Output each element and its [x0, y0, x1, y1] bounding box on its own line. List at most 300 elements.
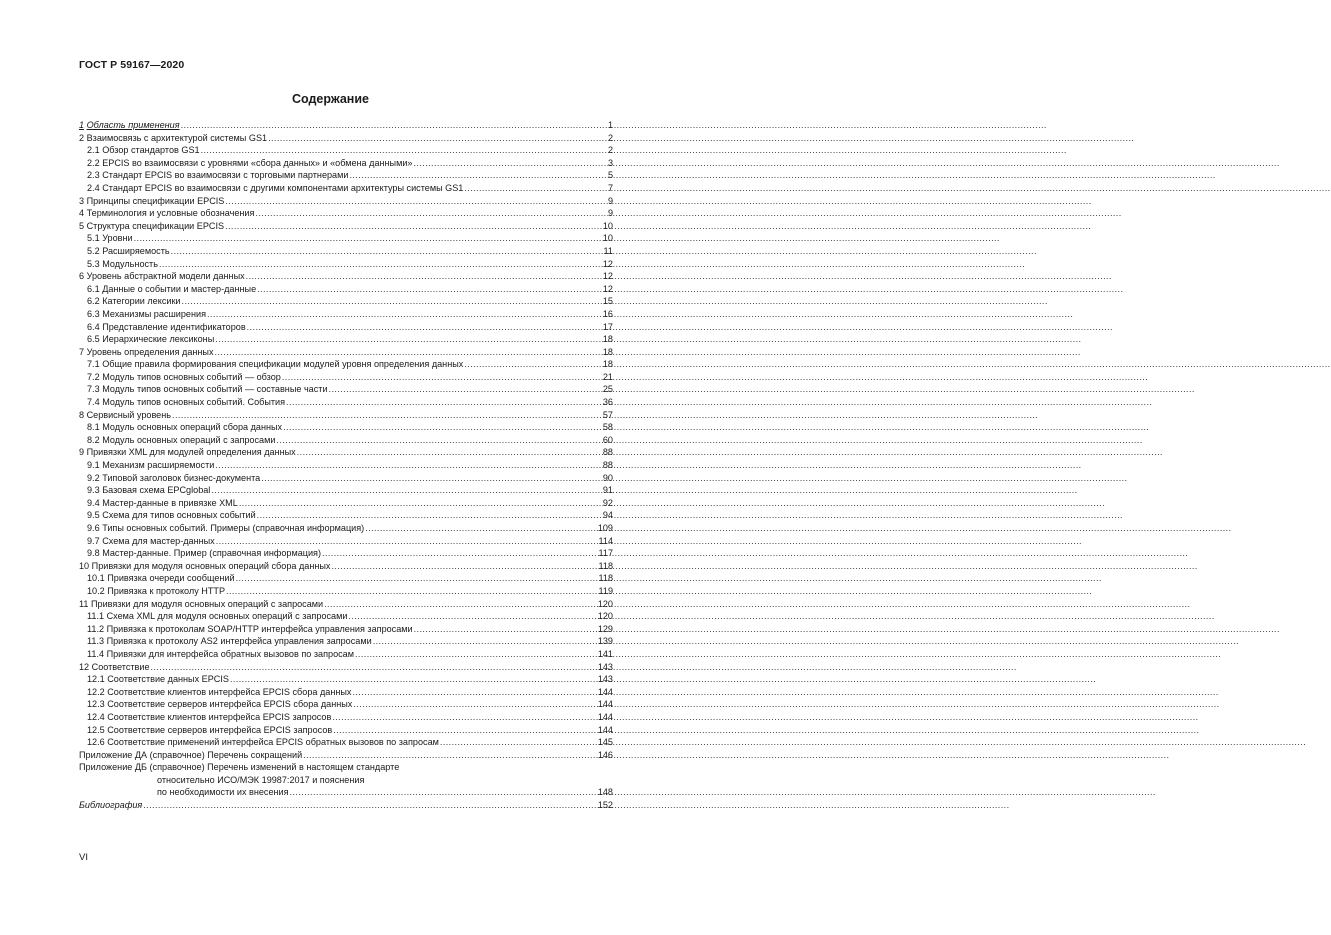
toc-entry[interactable] [79, 761, 613, 774]
toc-entry-page: 114 [598, 535, 613, 546]
toc-dot-leader [329, 383, 602, 396]
toc-entry-title [79, 182, 464, 195]
toc-dot-leader [181, 119, 607, 132]
toc-entry[interactable] [79, 371, 613, 384]
toc-entry[interactable] [79, 585, 613, 598]
toc-entry-text: Типовой заголовок бизнес-документа [102, 472, 261, 483]
toc-entry-title [79, 635, 373, 648]
toc-dot-leader [290, 786, 597, 799]
toc-entry-title [79, 610, 348, 623]
toc-dot-leader [151, 661, 597, 674]
toc-entry-page: 21 [602, 371, 613, 382]
toc-dot-leader [182, 295, 602, 308]
toc-entry-number: 9 [79, 447, 85, 458]
toc-entry-page: 9 [607, 195, 613, 206]
toc-dot-leader [297, 446, 602, 459]
toc-entry[interactable] [79, 484, 613, 497]
toc-entry-number: 6 [79, 271, 85, 282]
toc-entry-number: 4 [79, 208, 85, 219]
toc-dot-leader [464, 358, 602, 371]
toc-dot-leader [333, 724, 597, 737]
toc-entry-page: 152 [597, 800, 613, 811]
toc-entry-text: Соответствие клиентов интерфейса EPCIS сбора данных [107, 686, 352, 697]
toc-entry-title [79, 333, 215, 346]
toc-entry-text: Уровень определения данных [86, 346, 214, 357]
toc-entry-text: Принципы спецификации EPCIS [86, 195, 225, 206]
toc-entry-number: 6.5 [87, 334, 100, 345]
toc-entry[interactable] [79, 635, 613, 648]
toc-dot-leader [373, 635, 597, 648]
toc-entry-page: 143 [597, 661, 613, 672]
toc-entry-text: Привязки для модуля основных операций с запросами [90, 598, 324, 609]
toc-dot-leader [171, 245, 603, 258]
toc-entry[interactable] [79, 132, 613, 145]
toc-entry[interactable] [79, 459, 613, 472]
toc-entry-text: Модульность [102, 258, 158, 269]
toc-entry-title [79, 119, 181, 132]
toc-entry-title [79, 673, 230, 686]
toc-entry-title [79, 736, 440, 749]
toc-dot-leader [225, 220, 602, 233]
toc-entry-title [79, 560, 331, 573]
toc-entry-title [79, 396, 286, 409]
toc-entry-number: 11.4 [87, 648, 105, 659]
toc-entry-text: Стандарт EPCIS во взаимосвязи с торговыми партнерами [102, 170, 349, 181]
toc-entry-text: Модуль типов основных событий — обзор [102, 371, 281, 382]
toc-entry-page: 141 [597, 648, 613, 659]
toc-dot-leader [215, 346, 602, 359]
toc-entry-number: 10.2 [87, 585, 105, 596]
toc-entry-title [79, 295, 182, 308]
toc-entry-page: 120 [597, 598, 613, 609]
toc-entry-text: Соответствие [91, 661, 150, 672]
toc-entry-title [79, 535, 216, 548]
toc-entry-title [79, 195, 225, 208]
toc-entry-title [79, 245, 171, 258]
toc-dot-leader [246, 270, 602, 283]
toc-entry-page: 57 [602, 409, 613, 420]
toc-entry-page: 109 [597, 523, 613, 533]
toc-entry[interactable] [79, 283, 613, 296]
toc-entry[interactable] [79, 497, 613, 510]
toc-entry-page: 17 [602, 321, 613, 332]
toc-entry-text: Приложение ДБ (справочное) Перечень изменений в настоящем стандарте [79, 762, 400, 773]
toc-dot-leader [215, 333, 602, 346]
toc-entry[interactable] [79, 295, 613, 308]
toc-entry[interactable] [79, 245, 613, 258]
toc-entry[interactable] [79, 358, 613, 371]
toc-dot-leader [236, 572, 598, 585]
toc-entry[interactable] [79, 119, 613, 132]
toc-entry-number: 9.8 [87, 548, 100, 559]
toc-entry[interactable] [79, 648, 613, 661]
toc-entry[interactable] [79, 610, 613, 623]
toc-entry[interactable] [79, 144, 613, 157]
toc-entry[interactable] [79, 472, 613, 485]
toc-entry-text: Обзор стандартов GS1 [102, 145, 200, 156]
toc-entry-page: 148 [597, 787, 613, 798]
toc-dot-leader [276, 434, 601, 447]
toc-entry-title [79, 434, 276, 447]
toc-dot-leader [282, 371, 602, 384]
toc-entry-text: Уровень абстрактной модели данных [86, 271, 245, 282]
toc-entry-number: 9.7 [87, 535, 100, 546]
toc-entry-text: Схема для мастер-данных [102, 535, 215, 546]
toc-entry[interactable] [79, 786, 613, 799]
toc-entry-title [79, 232, 134, 245]
toc-entry-page: 120 [597, 611, 613, 622]
toc-entry[interactable] [79, 182, 613, 195]
toc-entry-number: 8 [79, 409, 85, 420]
toc-entry-text: Область применения [86, 120, 180, 130]
toc-entry-number: 12.4 [87, 711, 105, 722]
toc-entry-title [79, 207, 255, 220]
toc-entry-page: 10 [602, 220, 613, 231]
toc-dot-leader [413, 157, 606, 170]
toc-entry-number: 11.3 [87, 636, 105, 647]
toc-dot-leader [440, 736, 597, 749]
toc-entry-page: 144 [597, 724, 613, 735]
toc-entry-page: 2 [607, 145, 613, 156]
toc-dot-leader [286, 396, 602, 409]
toc-entry[interactable] [79, 686, 613, 699]
toc-entry-page: 58 [602, 422, 613, 433]
toc-entry-text: Представление идентификаторов [102, 321, 246, 332]
toc-entry-number: 1 [79, 120, 85, 130]
toc-entry-title [79, 799, 143, 812]
toc-entry[interactable] [79, 220, 613, 233]
toc-entry-title [79, 308, 207, 321]
toc-entry-number: 6.4 [87, 321, 100, 332]
toc-entry-number: 11 [79, 598, 89, 609]
toc-dot-leader [201, 144, 607, 157]
toc-dot-leader [324, 598, 597, 611]
toc-entry-number: 7.2 [87, 371, 100, 382]
toc-entry-text: Схема для типов основных событий [102, 510, 256, 521]
toc-entry-text: Привязка к протоколу HTTP [107, 585, 226, 596]
toc-entry-title [79, 321, 247, 334]
toc-entry-number: 12.1 [87, 674, 105, 685]
toc-entry-text: Модуль основных операций сбора данных [102, 422, 283, 433]
toc-entry-text: Общие правила формирования спецификации модулей уровня определения данных [102, 359, 464, 370]
toc-entry-number: 9.2 [87, 472, 100, 483]
toc-entry-text: Соответствие клиентов интерфейса EPCIS запросов [107, 711, 332, 722]
toc-entry-text: относительно ИСО/МЭК 19987:2017 и пояснения [157, 774, 365, 785]
toc-entry-text: Соответствие серверов интерфейса EPCIS сбора данных [107, 699, 353, 710]
toc-entry-title [79, 774, 365, 787]
toc-entry-page: 15 [602, 296, 613, 307]
toc-entry-text: EPCIS во взаимосвязи с уровнями «сбора данных» и «обмена данными» [102, 157, 413, 168]
toc-entry-title [79, 623, 414, 636]
toc-entry-title [79, 220, 225, 233]
toc-entry-title [79, 724, 333, 737]
toc-dot-leader [159, 258, 602, 271]
toc-entry-number: 2.3 [87, 170, 100, 181]
toc-entry-page: 10 [602, 233, 613, 244]
toc-entry-text: Привязка к протоколам SOAP/HTTP интерфейса управления запросами [106, 623, 413, 634]
toc-entry-title [79, 497, 239, 510]
toc-entry-text: Схема XML для модуля основных операций с запросами [106, 611, 348, 622]
toc-entry-title [79, 157, 413, 170]
toc-entry-title [79, 258, 159, 271]
toc-dot-leader [143, 799, 597, 812]
toc-entry[interactable] [79, 673, 613, 686]
toc-entry-title [79, 283, 257, 296]
toc-entry-title [79, 648, 355, 661]
toc-dot-leader [172, 409, 602, 422]
toc-entry-text: Базовая схема EPCglobal [102, 485, 211, 496]
toc-entry[interactable] [79, 396, 613, 409]
toc-dot-leader [211, 484, 602, 497]
toc-entry-text: Сервисный уровень [86, 409, 172, 420]
toc-entry-page: 144 [597, 686, 613, 697]
toc-entry-text: Уровни [102, 233, 133, 244]
toc-dot-leader [257, 283, 602, 296]
toc-entry-text: Механизм расширяемости [102, 460, 215, 471]
toc-entry-number: 6.1 [87, 283, 100, 294]
toc-entry[interactable] [79, 383, 613, 396]
toc-entry-text: Мастер-данные. Пример (справочная информация) [102, 548, 322, 559]
toc-entry[interactable] [79, 157, 613, 170]
toc-entry[interactable] [79, 724, 613, 737]
table-of-contents [79, 119, 613, 812]
toc-entry-page: 119 [598, 585, 613, 596]
toc-entry[interactable] [79, 522, 613, 535]
toc-entry-text: Данные о событии и мастер-данные [102, 283, 257, 294]
toc-entry-title [79, 132, 268, 145]
toc-entry-page: 3 [607, 157, 613, 168]
toc-entry-page: 118 [598, 573, 613, 584]
toc-entry-number: 7 [79, 346, 85, 357]
toc-dot-leader [207, 308, 602, 321]
toc-entry[interactable] [79, 270, 613, 283]
toc-entry-number: 12.6 [87, 737, 105, 748]
toc-entry-page: 18 [602, 346, 613, 357]
document-code: ГОСТ Р 59167—2020 [79, 59, 185, 71]
toc-entry[interactable] [79, 421, 613, 434]
toc-entry[interactable] [79, 799, 613, 812]
toc-entry-title [79, 572, 236, 585]
toc-entry-title [79, 661, 151, 674]
toc-entry[interactable] [79, 446, 613, 459]
toc-dot-leader [134, 232, 602, 245]
toc-entry[interactable] [79, 661, 613, 674]
toc-entry-title [79, 686, 352, 699]
toc-entry-number: 12.2 [87, 686, 105, 697]
toc-entry-page: 139 [597, 636, 613, 647]
toc-entry[interactable] [79, 232, 613, 245]
toc-entry-page: 143 [597, 674, 613, 685]
toc-dot-leader [255, 207, 607, 220]
toc-entry-number: 3 [79, 195, 85, 206]
toc-entry[interactable] [79, 598, 613, 611]
toc-title: Содержание [291, 92, 369, 106]
toc-entry-text: Приложение ДА (справочное) Перечень сокращений [79, 749, 303, 760]
toc-entry[interactable] [79, 308, 613, 321]
toc-dot-leader [355, 648, 597, 661]
toc-entry[interactable] [79, 736, 613, 749]
toc-entry-page: 16 [602, 308, 613, 319]
toc-entry-number: 11.2 [87, 623, 105, 634]
toc-dot-leader [268, 132, 607, 145]
toc-entry-page: 92 [602, 497, 613, 508]
toc-entry[interactable] [79, 535, 613, 548]
toc-entry[interactable] [79, 333, 613, 346]
toc-entry[interactable] [79, 623, 613, 636]
toc-dot-leader [348, 610, 596, 623]
toc-entry[interactable] [79, 774, 613, 787]
toc-entry-title [79, 169, 349, 182]
toc-entry-page: 25 [602, 384, 613, 395]
toc-entry-text: Расширяемость [102, 245, 170, 256]
toc-entry-number: 9.5 [87, 510, 100, 521]
toc-entry[interactable] [79, 434, 613, 447]
toc-entry-page: 145 [597, 737, 613, 748]
toc-entry-number: 8.1 [87, 422, 100, 433]
toc-entry-title [79, 786, 290, 799]
toc-entry-title [79, 371, 282, 384]
toc-entry-page: 88 [602, 447, 613, 458]
toc-entry-page: 18 [602, 334, 613, 345]
toc-entry-text: Типы основных событий. Примеры (справочная информация) [102, 523, 365, 533]
toc-entry[interactable] [79, 207, 613, 220]
toc-dot-leader [215, 459, 602, 472]
toc-entry-title [79, 346, 215, 359]
toc-entry-text: Мастер-данные в привязке XML [102, 497, 238, 508]
toc-entry-text: Стандарт EPCIS во взаимосвязи с другими компонентами архитектуры системы GS1 [102, 182, 464, 193]
toc-dot-leader [414, 623, 597, 636]
toc-dot-leader [353, 698, 596, 711]
toc-entry-number: 5 [79, 220, 85, 231]
toc-entry-number: 9.6 [87, 523, 100, 533]
toc-entry-title [79, 749, 303, 762]
toc-entry[interactable] [79, 258, 613, 271]
toc-entry-page: 94 [602, 510, 613, 521]
toc-entry-text: Модуль типов основных событий — составные части [102, 384, 328, 395]
toc-entry-number: 9.3 [87, 485, 100, 496]
toc-entry-page: 2 [607, 132, 613, 143]
toc-entry-title [79, 421, 283, 434]
toc-entry[interactable] [79, 509, 613, 522]
toc-entry-number: 2.1 [87, 145, 100, 156]
toc-entry-number: 9.1 [87, 460, 100, 471]
toc-entry-title [79, 459, 215, 472]
toc-entry-page: 88 [602, 460, 613, 471]
toc-entry-number: 11.1 [87, 611, 105, 622]
toc-entry-title [79, 711, 332, 724]
toc-entry-number: 7.4 [87, 397, 100, 408]
toc-entry-page: 91 [602, 485, 613, 496]
toc-entry-number: 5.3 [87, 258, 100, 269]
toc-entry-number: 2.4 [87, 182, 100, 193]
toc-entry[interactable] [79, 195, 613, 208]
toc-entry-page: 117 [598, 548, 613, 559]
toc-entry-number: 10.1 [87, 573, 105, 584]
toc-entry-number: 2 [79, 132, 85, 143]
toc-entry-page: 12 [602, 258, 613, 269]
toc-entry-text: Модуль основных операций с запросами [102, 434, 276, 445]
toc-entry-text: Соответствие применений интерфейса EPCIS обратных вызовов по запросам [107, 737, 439, 748]
toc-entry-number: 6.3 [87, 308, 100, 319]
toc-entry-page: 11 [603, 245, 613, 256]
toc-entry-text: Соответствие данных EPCIS [107, 674, 229, 685]
toc-entry-title [79, 484, 211, 497]
toc-dot-leader [247, 321, 602, 334]
toc-entry-title [79, 547, 322, 560]
toc-dot-leader [365, 522, 597, 535]
toc-entry-page: 60 [602, 434, 613, 445]
toc-entry-number: 7.3 [87, 384, 100, 395]
toc-entry[interactable] [79, 711, 613, 724]
toc-entry-text: Привязки для модуля основных операций сбора данных [91, 560, 331, 571]
toc-entry-title [79, 383, 329, 396]
toc-entry[interactable] [79, 409, 613, 422]
toc-dot-leader [352, 686, 596, 699]
toc-entry-text: по необходимости их внесения [157, 787, 289, 798]
toc-entry[interactable] [79, 749, 613, 762]
toc-dot-leader [257, 509, 602, 522]
toc-entry[interactable] [79, 698, 613, 711]
toc-entry-page: 9 [607, 208, 613, 219]
toc-entry-title [79, 585, 226, 598]
toc-entry-text: Структура спецификации EPCIS [86, 220, 225, 231]
toc-entry-text: Модуль типов основных событий. События [102, 397, 286, 408]
toc-entry[interactable] [79, 321, 613, 334]
toc-entry-page: 5 [607, 170, 613, 181]
page-number: VI [79, 852, 88, 863]
toc-entry-text: Соответствие серверов интерфейса EPCIS запросов [107, 724, 333, 735]
toc-entry-title [79, 409, 172, 422]
toc-entry-number: 12.3 [87, 699, 105, 710]
toc-entry-page: 7 [607, 182, 613, 193]
toc-entry-title [79, 446, 297, 459]
toc-entry[interactable] [79, 572, 613, 585]
toc-entry-title [79, 358, 464, 371]
toc-entry-number: 8.2 [87, 434, 100, 445]
toc-entry[interactable] [79, 346, 613, 359]
toc-entry-number: 10 [79, 560, 90, 571]
toc-dot-leader [303, 749, 597, 762]
toc-entry-text: Механизмы расширения [102, 308, 206, 319]
toc-entry[interactable] [79, 547, 613, 560]
toc-entry-text: Категории лексики [102, 296, 181, 307]
toc-entry-title [79, 509, 257, 522]
toc-dot-leader [230, 673, 597, 686]
toc-entry-number: 12.5 [87, 724, 105, 735]
toc-dot-leader [226, 585, 597, 598]
toc-entry-text: Привязка к протоколу AS2 интерфейса управления запросами [106, 636, 372, 647]
toc-entry[interactable] [79, 169, 613, 182]
toc-entry[interactable] [79, 560, 613, 573]
toc-dot-leader [225, 195, 607, 208]
toc-entry-title [79, 270, 246, 283]
toc-entry-title [79, 598, 324, 611]
toc-entry-title [79, 144, 201, 157]
toc-dot-leader [331, 560, 597, 573]
toc-entry-page: 90 [602, 472, 613, 483]
toc-entry-text: Привязка очереди сообщений [107, 573, 235, 584]
toc-dot-leader [261, 472, 602, 485]
toc-entry-text: Библиография [79, 800, 143, 811]
toc-entry-page: 36 [602, 397, 613, 408]
toc-entry-number: 2.2 [87, 157, 100, 168]
toc-entry-page: 144 [597, 711, 613, 722]
toc-entry-title [79, 522, 365, 535]
toc-entry-text: Иерархические лексиконы [102, 334, 215, 345]
toc-entry-number: 5.1 [87, 233, 100, 244]
toc-dot-leader [216, 535, 598, 548]
toc-entry-title [79, 698, 353, 711]
